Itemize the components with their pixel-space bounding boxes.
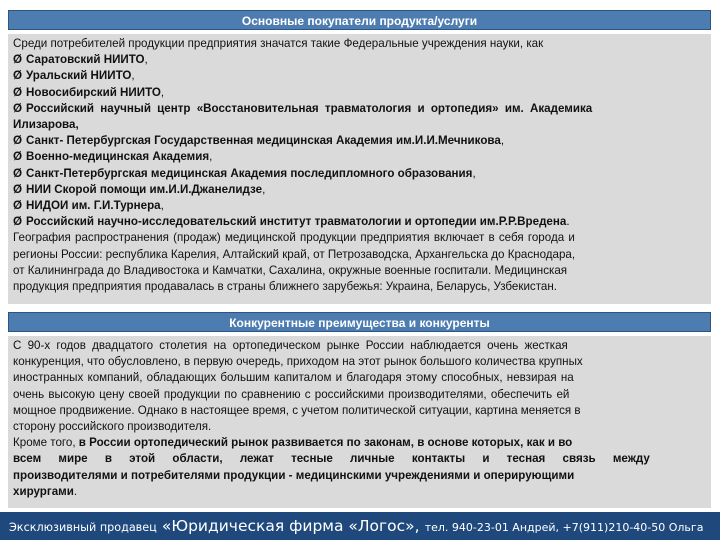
arrow-bullet-icon: Ø	[13, 134, 23, 148]
list-item: Ø НИДОИ им. Г.И.Турнера,	[13, 199, 164, 213]
geography-line: География распространения (продаж) медицинской продукции предприятия включает в себя города и	[13, 231, 575, 245]
paragraph-line: очень высокую цену своей продукции по сравнению с российскими производителями, обеспечить ей	[13, 387, 570, 401]
list-item: Ø Новосибирский НИИТО,	[13, 85, 165, 99]
geography-line: от Калининграда до Владивостока и Камчатки, Сахалина, окружные военные госпитали. Медицинская	[13, 263, 568, 277]
paragraph-line: сторону российского производителя.	[13, 420, 212, 434]
arrow-bullet-icon: Ø	[13, 69, 23, 83]
paragraph-line: производителями и потребителями продукции - медицинскими учреждениями и оперирующими	[13, 468, 575, 482]
list-item: Ø Санкт- Петербургская Государственная медицинская Академия им.И.И.Мечникова,	[13, 134, 505, 148]
list-item-continuation: Илизарова,	[13, 118, 79, 132]
section-header-competition: Конкурентные преимущества и конкуренты	[8, 312, 711, 332]
footer-prefix: Эксклюзивный продавец	[9, 521, 157, 534]
arrow-bullet-icon: Ø	[13, 53, 23, 67]
list-item: Ø НИИ Скорой помощи им.И.И.Джанелидзе,	[13, 182, 266, 196]
list-item: Ø Санкт-Петербургская медицинская Академия последипломного образования,	[13, 166, 476, 180]
footer-bar	[0, 512, 720, 540]
arrow-bullet-icon: Ø	[13, 150, 23, 164]
paragraph-line: С 90-х годов двадцатого столетия на ортопедическом рынке России наблюдается очень жесткая	[13, 339, 568, 352]
paragraph-line: хирургами.	[13, 484, 78, 498]
arrow-bullet-icon: Ø	[13, 85, 23, 99]
list-item: Ø Российский научный центр «Восстановительная травматология и ортопедия» им. Академика	[13, 101, 593, 115]
paragraph-line: Кроме того, в России ортопедический рынок развивается по законам, в основе которых, как и во	[13, 436, 573, 450]
paragraph-line: мощное продвижение. Однако в настоящее время, с учетом политической ситуации, картина меняется в	[13, 403, 581, 417]
arrow-bullet-icon: Ø	[13, 101, 23, 115]
paragraph-line: иностранных компаний, обладающих большим капиталом и благодаря этому способных, невзирая на	[13, 371, 574, 385]
geography-line: продукция предприятия продавалась в страны ближнего зарубежья: Украина, Беларусь, Узбекистан.	[13, 280, 557, 294]
section-header-buyers: Основные покупатели продукта/услуги	[8, 10, 711, 30]
arrow-bullet-icon: Ø	[13, 182, 23, 196]
paragraph-line: всем мире в этой области, лежат тесные личные контакты и тесная связь между	[13, 452, 650, 466]
competition-panel	[8, 336, 711, 508]
buyers-intro: Среди потребителей продукции предприятия значатся такие Федеральные учреждения науки, как	[13, 37, 544, 50]
footer-phones: тел. 940-23-01 Андрей, +7(911)210-40-50 Ольга	[424, 521, 704, 534]
arrow-bullet-icon: Ø	[13, 199, 23, 213]
list-item: Ø Российский научно-исследовательский институт травматологии и ортопедии им.Р.Р.Вредена.	[13, 215, 570, 229]
footer-firm-name: «Юридическая фирма «Логос»,	[161, 517, 420, 535]
arrow-bullet-icon: Ø	[13, 215, 23, 229]
paragraph-line: конкуренция, что обусловлено, в первую очередь, приходом на этот рынок большого количества крупных	[13, 355, 583, 369]
list-item: Ø Военно-медицинская Академия,	[13, 150, 213, 164]
arrow-bullet-icon: Ø	[13, 166, 23, 180]
geography-line: регионы России: республика Карелия, Алтайский край, от Петрозаводска, Архангельска до Краснодара,	[13, 247, 576, 261]
list-item: Ø Уральский НИИТО,	[13, 69, 135, 83]
list-item: Ø Саратовский НИИТО,	[13, 53, 148, 67]
buyers-panel	[8, 34, 711, 304]
